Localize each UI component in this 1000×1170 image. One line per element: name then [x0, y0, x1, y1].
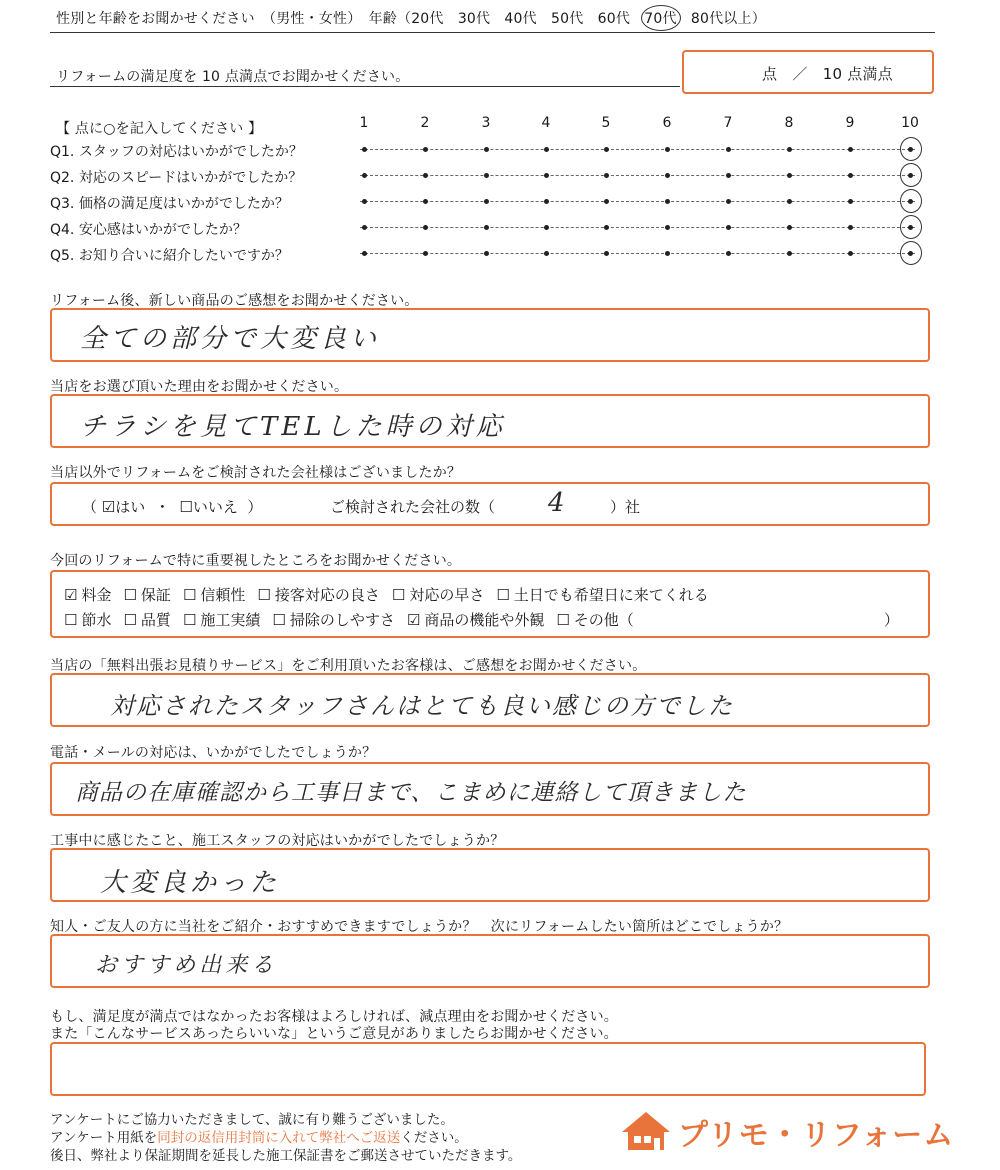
question-label: Q4. 安心感はいかがでしたか？ [50, 222, 247, 238]
checkbox-label: 信頼性 [200, 586, 246, 604]
rating-option[interactable] [848, 173, 853, 178]
rating-option[interactable] [362, 147, 367, 152]
rating-option[interactable] [848, 199, 853, 204]
footer-line-2: アンケート用紙を同封の返信用封筒に入れて弊社へご返送ください。 [50, 1130, 468, 1146]
rating-option[interactable] [544, 225, 549, 230]
rating-line [360, 149, 915, 150]
checkbox[interactable]: ☑ [64, 586, 78, 604]
company-count-label: ご検討された会社の数（ [330, 498, 496, 516]
selected-answer-circle [900, 137, 922, 161]
rating-option[interactable] [787, 225, 792, 230]
rating-option[interactable] [604, 225, 609, 230]
rating-option[interactable] [604, 173, 609, 178]
company-logo [620, 1106, 955, 1154]
rating-option[interactable] [544, 173, 549, 178]
house-icon [620, 1108, 672, 1152]
reason-label: 当店をお選び頂いた理由をお聞かせください。 [50, 379, 349, 395]
rating-option[interactable] [544, 199, 549, 204]
important-row-1 [64, 584, 721, 605]
scale-number: 2 [420, 115, 430, 131]
rating-option[interactable] [604, 147, 609, 152]
contact-answer: 商品の在庫確認から工事日まで、こまめに連絡して頂きました [75, 780, 747, 806]
scale-number: 5 [601, 115, 611, 131]
checkbox-label: 料金 [81, 586, 112, 604]
rating-option[interactable] [848, 225, 853, 230]
checkbox-label: 土日でも希望日に来てくれる [513, 586, 709, 604]
checkbox[interactable]: ☐ [556, 611, 570, 629]
rating-option[interactable] [787, 199, 792, 204]
selected-answer-circle [900, 163, 922, 187]
rating-option[interactable] [544, 147, 549, 152]
rating-option[interactable] [726, 225, 731, 230]
yes-label: はい [115, 498, 146, 516]
rating-option[interactable] [484, 199, 489, 204]
rating-option[interactable] [665, 147, 670, 152]
checkbox-label: その他（ [573, 611, 634, 629]
construction-answer: 大変良かった [100, 868, 281, 898]
checkbox-label: 節水 [81, 611, 112, 629]
rating-option[interactable] [362, 199, 367, 204]
rating-line [360, 201, 915, 202]
rating-line [360, 175, 915, 176]
logo-text: プリモ・リフォーム [678, 1118, 955, 1153]
no-checkbox[interactable]: ☐ [179, 498, 193, 516]
checkbox-label: 接客対応の良さ [274, 586, 380, 604]
footer-line-1: アンケートにご協力いただきまして、誠に有り難うございました。 [50, 1112, 454, 1128]
rating-option[interactable] [665, 199, 670, 204]
rating-option[interactable] [423, 199, 428, 204]
company-count-suffix: ）社 [610, 498, 641, 516]
recommend-label: 知人・ご友人の方に当社をご紹介・おすすめできますでしょうか？ 次にリフォームしたい箇所はどこでしょうか？ [50, 919, 789, 935]
divider [50, 32, 935, 33]
rating-option[interactable] [726, 173, 731, 178]
rating-option[interactable] [604, 199, 609, 204]
impression-answer: 全ての部分で大変良い [80, 324, 381, 354]
selected-answer-circle [900, 189, 922, 213]
rating-option[interactable] [362, 225, 367, 230]
footer-line-3: 後日、弊社より保証期間を延長した施工保証書をご郵送させていただきます。 [50, 1148, 522, 1164]
scale-number: 6 [662, 115, 672, 131]
contact-label: 電話・メールの対応は、いかがでしたでしょうか？ [50, 745, 377, 761]
yes-checkbox[interactable]: ☑ [101, 498, 116, 516]
rating-option[interactable] [665, 173, 670, 178]
rating-option[interactable] [604, 251, 609, 256]
rating-option[interactable] [484, 173, 489, 178]
rating-option[interactable] [423, 173, 428, 178]
scale-number: 8 [784, 115, 794, 131]
rating-option[interactable] [484, 147, 489, 152]
selected-answer-circle [900, 241, 922, 265]
checkbox[interactable]: ☐ [123, 611, 137, 629]
question-label: Q1. スタッフの対応はいかがでしたか？ [50, 144, 303, 160]
rating-option[interactable] [423, 147, 428, 152]
checkbox[interactable]: ☐ [272, 611, 286, 629]
rating-instruction: 【 点に○を記入してください 】 [56, 121, 263, 137]
rating-option[interactable] [665, 251, 670, 256]
checkbox[interactable]: ☑ [406, 611, 421, 629]
rating-option[interactable] [726, 199, 731, 204]
score-suffix: 点 ／ 10 点満点 [762, 65, 893, 83]
checkbox[interactable]: ☐ [391, 586, 406, 604]
rating-option[interactable] [484, 225, 489, 230]
satisfaction-prompt: リフォームの満足度を 10 点満点でお聞かせください。 [56, 69, 410, 85]
rating-option[interactable] [484, 251, 489, 256]
question-label: Q2. 対応のスピードはいかがでしたか？ [50, 170, 303, 186]
rating-option[interactable] [362, 251, 367, 256]
deduction-label-2: また「こんなサービスあったらいいな」というご意見がありましたらお聞かせください。 [50, 1026, 618, 1042]
rating-option[interactable] [848, 251, 853, 256]
question-label: Q3. 価格の満足度はいかがでしたか？ [50, 196, 289, 212]
scale-number: 4 [541, 115, 551, 131]
scale-number: 9 [845, 115, 855, 131]
rating-line [360, 253, 915, 254]
rating-option[interactable] [665, 225, 670, 230]
recommend-answer: おすすめ出来る [95, 953, 278, 978]
reason-answer: チラシを見てTELした時の対応 [80, 412, 506, 442]
rating-option[interactable] [544, 251, 549, 256]
checkbox[interactable]: ☐ [496, 586, 510, 604]
rating-option[interactable] [787, 147, 792, 152]
scale-number: 7 [723, 115, 733, 131]
rating-option[interactable] [362, 173, 367, 178]
checkbox-label: 対応の早さ [409, 586, 485, 604]
rating-line [360, 227, 915, 228]
other-company-row: （ ☑はい ・ ☐いいえ ） [82, 498, 263, 516]
no-label: いいえ [192, 498, 238, 516]
other-close: ） [884, 611, 900, 629]
estimate-label: 当店の「無料出張お見積りサービス」をご利用頂いたお客様は、ご感想をお聞かせください。 [50, 658, 647, 674]
checkbox-label: 保証 [140, 586, 171, 604]
deduction-box[interactable] [50, 1042, 926, 1096]
checkbox[interactable]: ☐ [123, 586, 137, 604]
estimate-answer: 対応されたスタッフさんはとても良い感じの方でした [110, 692, 734, 720]
rating-option[interactable] [848, 147, 853, 152]
checkbox[interactable]: ☐ [182, 611, 197, 629]
checkbox[interactable]: ☐ [64, 611, 78, 629]
rating-option[interactable] [787, 251, 792, 256]
gender-age-line: 性別と年齢をお聞かせください （男性・女性） 年齢（20代 30代 40代 50代 60代 70代 80代以上） [56, 11, 766, 27]
rating-option[interactable] [423, 251, 428, 256]
checkbox[interactable]: ☐ [182, 586, 197, 604]
important-row-2 [64, 609, 646, 630]
divider [50, 86, 680, 87]
construction-label: 工事中に感じたこと、施工スタッフの対応はいかがでしたでしょうか？ [50, 833, 505, 849]
rating-option[interactable] [726, 251, 731, 256]
checkbox-label: 掃除のしやすさ [289, 611, 395, 629]
impression-label: リフォーム後、新しい商品のご感想をお聞かせください。 [50, 293, 419, 309]
rating-option[interactable] [726, 147, 731, 152]
scale-number: 1 [359, 115, 369, 131]
checkbox[interactable]: ☐ [257, 586, 271, 604]
scale-number: 3 [481, 115, 491, 131]
scale-number: 10 [901, 115, 919, 131]
rating-option[interactable] [423, 225, 428, 230]
checkbox-label: 品質 [140, 611, 171, 629]
selected-answer-circle [900, 215, 922, 239]
important-label: 今回のリフォームで特に重要視したところをお聞かせください。 [50, 553, 462, 569]
checkbox-label: 施工実績 [200, 611, 261, 629]
question-label: Q5. お知り合いに紹介したいですか？ [50, 248, 289, 264]
age-60-circle [641, 5, 681, 31]
other-company-label: 当店以外でリフォームをご検討された会社様はございましたか？ [50, 465, 462, 481]
rating-option[interactable] [787, 173, 792, 178]
checkbox-label: 商品の機能や外観 [424, 611, 545, 629]
deduction-label-1: もし、満足度が満点ではなかったお客様はよろしければ、減点理由をお聞かせください。 [50, 1009, 618, 1025]
company-count-value[interactable]: 4 [548, 488, 569, 518]
